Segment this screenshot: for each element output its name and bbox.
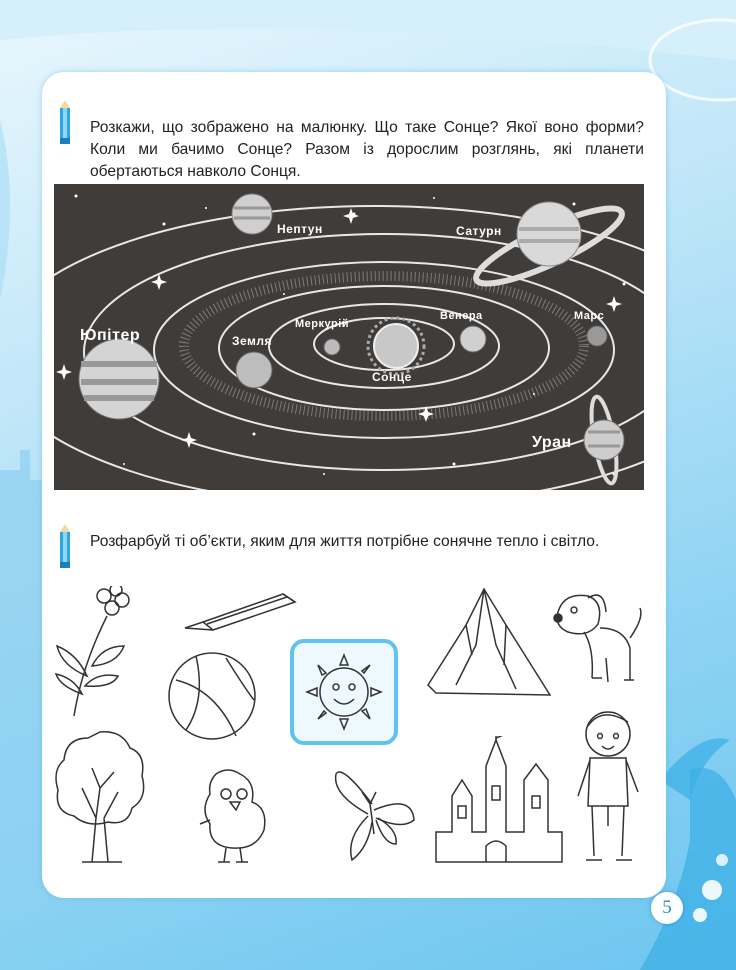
boy-drawing	[572, 706, 642, 864]
pencil-drawing	[183, 588, 301, 632]
ball-drawing	[166, 650, 258, 742]
castle-drawing	[432, 736, 566, 864]
solar-system-illustration	[54, 184, 644, 490]
label-venus: Венера	[440, 310, 483, 322]
pencil-icon	[58, 100, 72, 146]
flower-branch-drawing	[52, 586, 130, 718]
label-mercury: Меркурій	[295, 318, 350, 330]
butterfly-drawing	[332, 764, 418, 866]
tree-drawing	[52, 728, 148, 866]
label-earth: Земля	[232, 334, 273, 348]
mountain-drawing	[426, 585, 552, 699]
page-number: 5	[651, 892, 683, 924]
sun-example-box	[290, 639, 398, 745]
instruction-text: Розфарбуй ті об’єкти, яким для життя потрібне сонячне тепло і світло.	[90, 533, 600, 550]
sun-drawing	[294, 643, 394, 741]
instruction-text: Розкажи, що зображено на малюнку. Що таке Сонце? Якої воно форми? Коли ми бачимо Сонце? Разом із дорослим розглянь, які планети обертаються навколо Сонця.	[90, 119, 644, 180]
puppy-drawing	[544, 588, 648, 688]
label-neptune: Нептун	[277, 222, 323, 236]
chick-drawing	[196, 764, 272, 866]
label-mars: Марс	[574, 310, 605, 322]
label-sun: Сонце	[372, 370, 412, 384]
label-jupiter: Юпітер	[80, 327, 141, 344]
label-saturn: Сатурн	[456, 224, 502, 238]
label-uranus: Уран	[532, 434, 572, 451]
pencil-icon	[58, 524, 72, 570]
